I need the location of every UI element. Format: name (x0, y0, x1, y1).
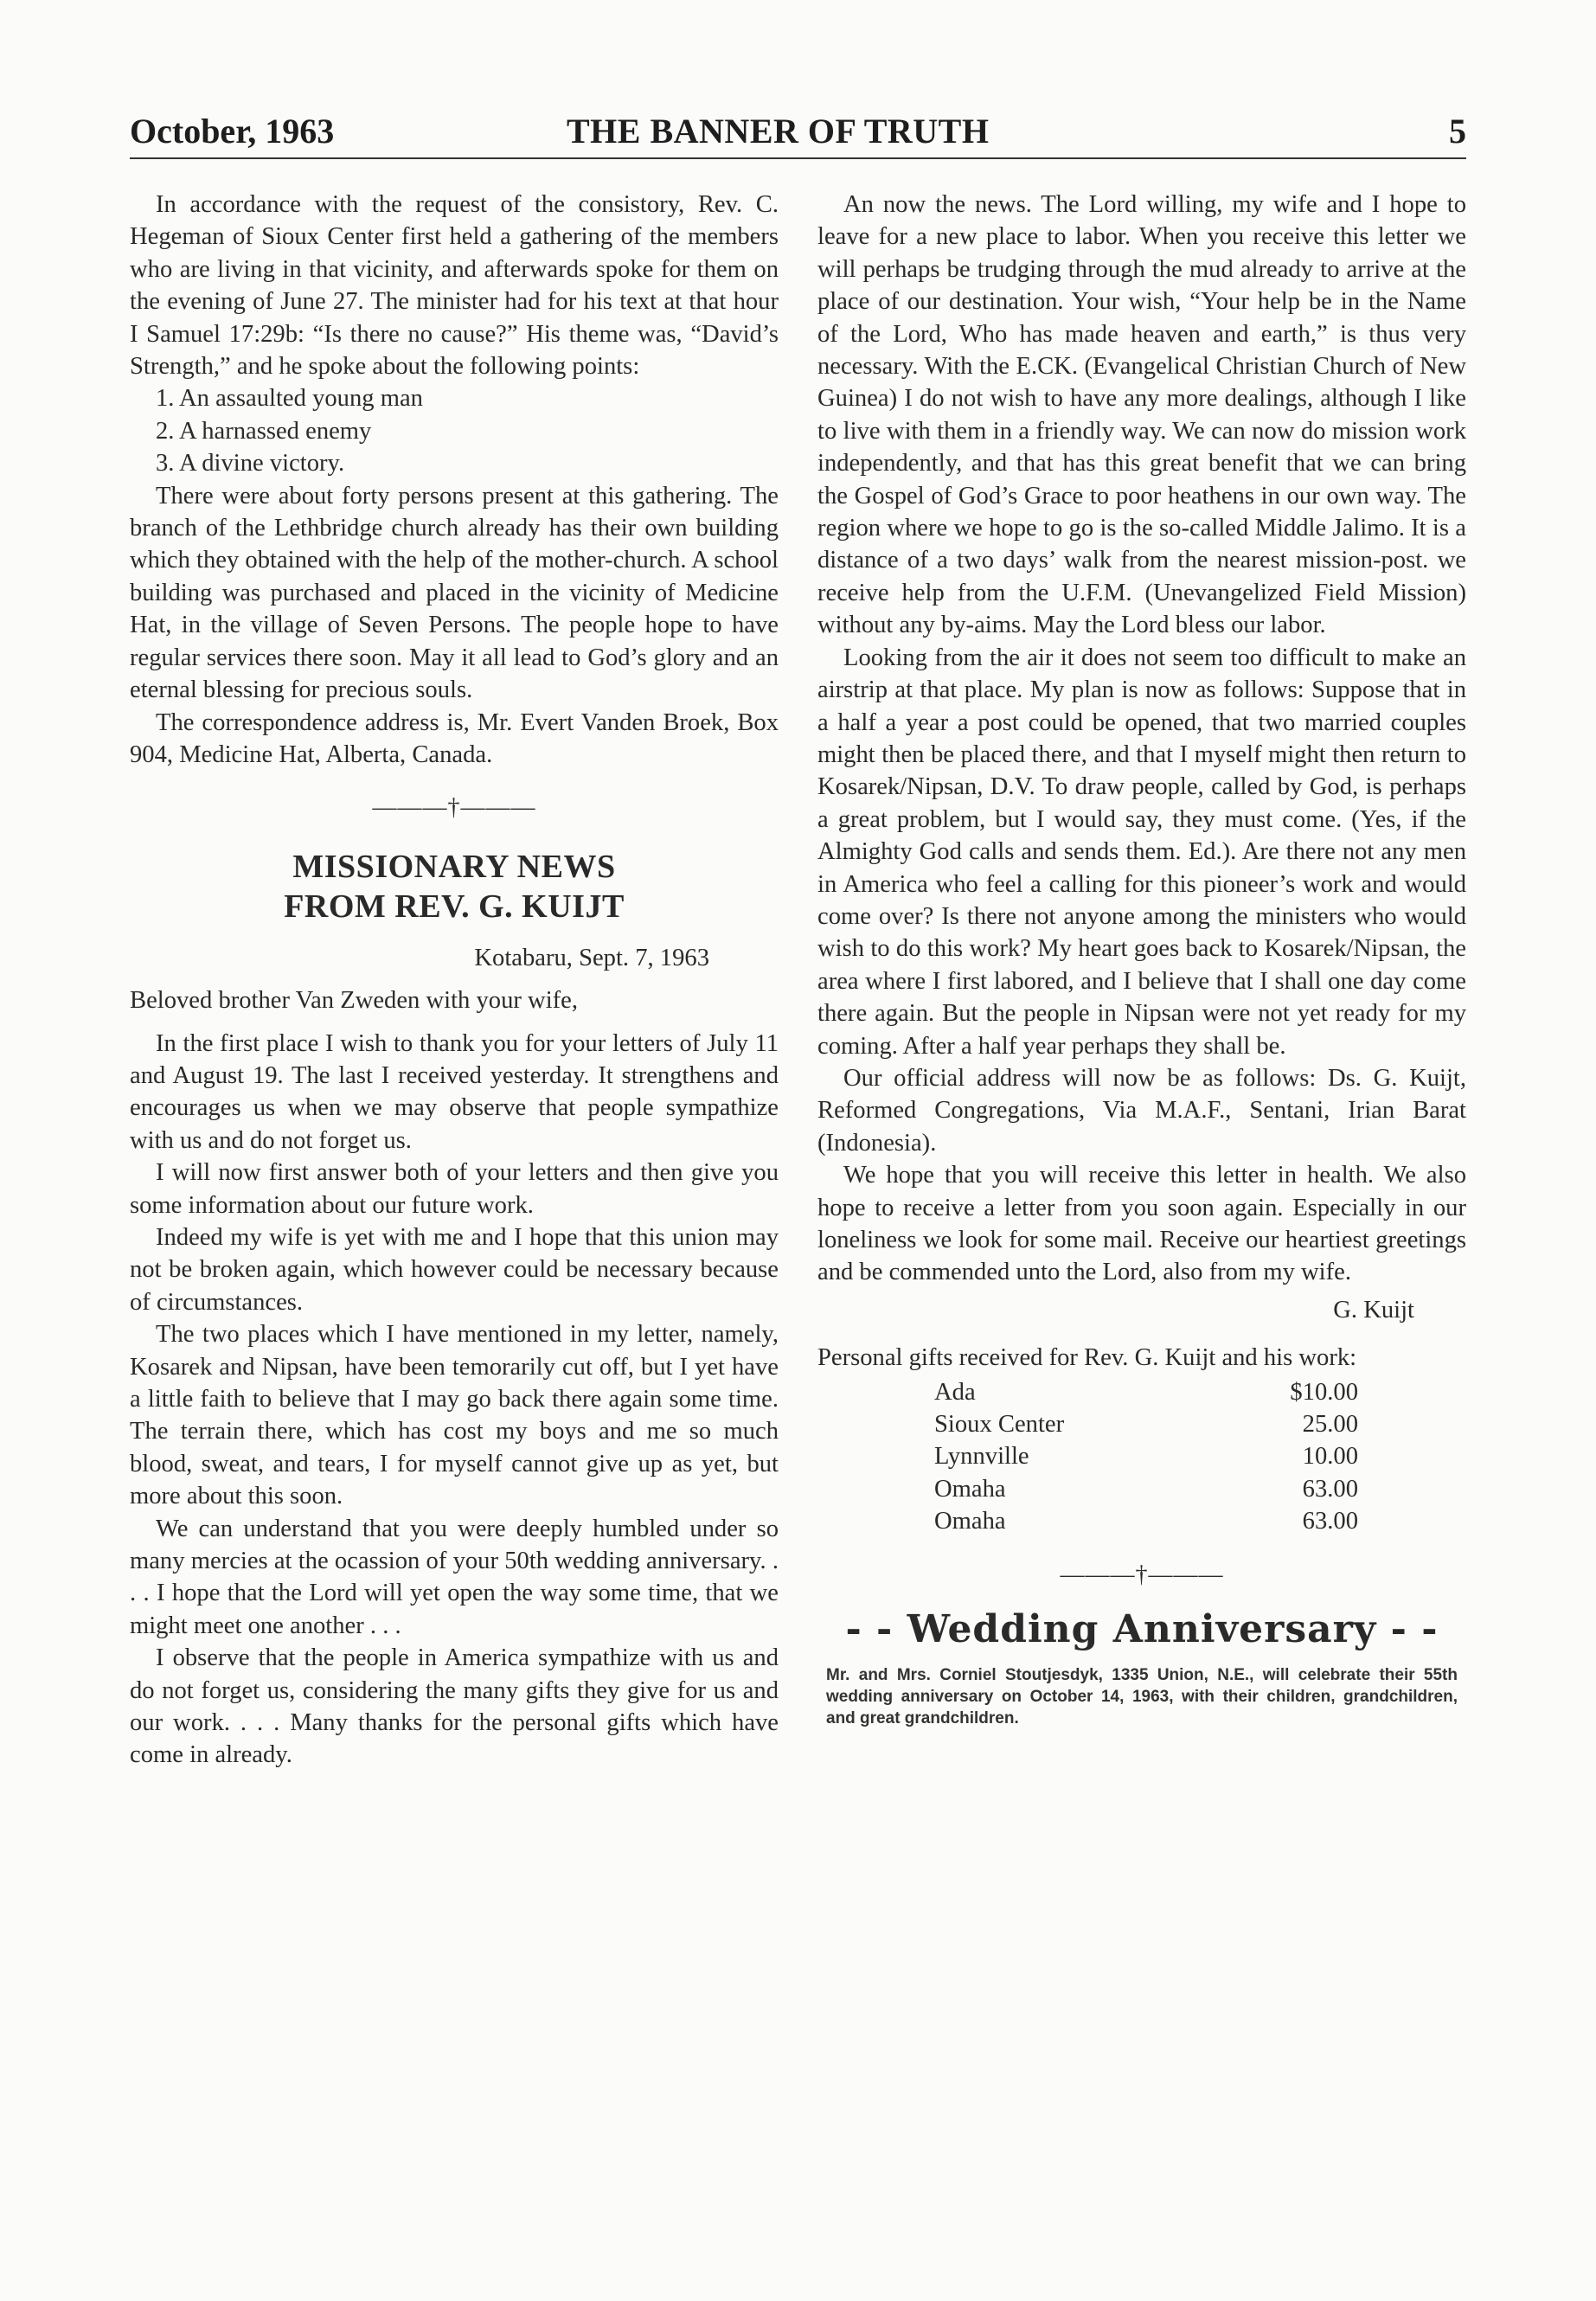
letter-dateline: Kotabaru, Sept. 7, 1963 (474, 944, 709, 971)
publication-title: THE BANNER OF TRUTH (567, 112, 990, 151)
paragraph: In the first place I wish to thank you for your letters of July 11 and August 19. The last I received yesterday. It strengthens and encourages us when we may observe that people sympathize with us and do not forget us. (130, 1029, 779, 1154)
gifts-intro: Personal gifts received for Rev. G. Kuijt and his work: (817, 1344, 1357, 1372)
gift-name: Ada (934, 1378, 976, 1406)
issue-date: October, 1963 (130, 112, 335, 151)
left-column (130, 189, 779, 1772)
paragraph: Looking from the air it does not seem too difficult to make an airstrip at that place. My plan is now as follows: Suppose that in a half a year a post could be opened, that two married couples might then be placed there, and that I myself might then return to Kosarek/Nipsan, D.V. To draw people, called by God, is perhaps a great problem, but I would say, they must come. (Yes, if the Almighty God calls and sends them. Ed.). Are there not any men in America who feel a calling for this pioneer’s work and would come over? Is there not anyone among the ministers who would wish to do this work? My heart goes back to Kosarek/Nipsan, the area where I first labored, and I believe that I shall one day come there again. But the people in Nipsan were not yet ready for my coming. After a half year perhaps they shall be. (817, 644, 1466, 1060)
page-header (130, 111, 1466, 159)
section-divider: ———†——— (372, 794, 536, 822)
list-item: 1. An assaulted young man (156, 385, 423, 413)
gift-amount: 10.00 (1302, 1443, 1358, 1471)
gift-name: Sioux Center (934, 1411, 1065, 1439)
paragraph: We can understand that you were deeply humbled under so many mercies at the ocassion of your 50th wedding anniversary. . . . I hope that the Lord will yet open the way some time, that we might meet one another . . . (130, 1515, 779, 1639)
letter-salutation: Beloved brother Van Zweden with your wife, (130, 987, 578, 1015)
heading-line: MISSIONARY NEWS (292, 848, 616, 885)
paragraph: We hope that you will receive this letter in health. We also hope to receive a letter from you soon again. Especially in our loneliness we look for some mail. Receive our heartiest greetings and be commended unto the Lord, also from my wife. (817, 1162, 1466, 1286)
right-column (817, 189, 1466, 1729)
gift-row (934, 1408, 1358, 1440)
heading-line: FROM REV. G. KUIJT (284, 888, 625, 925)
paragraph: Indeed my wife is yet with me and I hope that this union may not be broken again, which however could be necessary because of circumstances. (130, 1223, 779, 1316)
gift-amount: $10.00 (1290, 1378, 1358, 1406)
gift-row (934, 1376, 1358, 1408)
paragraph: An now the news. The Lord willing, my wife and I hope to leave for a new place to labor. When you receive this letter we will perhaps be trudging through the mud already to arrive at the place of our destination. Your wish, “Your help be in the Name of the Lord, Who has made heaven and earth,” is thus very necessary. With the E.CK. (Evangelical Christian Church of New Guinea) I do not wish to have any more dealings, although I like to live with them in a friendly way. We can now do mission work independently, and that has this great benefit that we can bring the Gospel of God’s Grace to poor heathens in our own way. The region where we hope to go is the so-called Middle Jalimo. It is a distance of a two days’ walk from the nearest mission-post. we receive help from the U.F.M. (Unevangelized Field Mission) without any by-aims. May the Lord bless our labor. (817, 191, 1466, 639)
gift-amount: 25.00 (1302, 1411, 1358, 1439)
paragraph: The two places which I have mentioned in my letter, namely, Kosarek and Nipsan, have been temorarily cut off, but I yet have a little faith to believe that I may go back there again some time. The terrain there, which has cost my boys and me so much blood, sweat, and tears, I for myself cannot give up as yet, but more about this soon. (130, 1321, 779, 1510)
anniversary-notice: Mr. and Mrs. Corniel Stoutjesdyk, 1335 Union, N.E., will celebrate their 55th wedding anniversary on October 14, 1963, with their children, grandchildren, and great grandchildren. (826, 1666, 1458, 1728)
section-divider: ———†——— (1060, 1561, 1224, 1588)
paragraph: In accordance with the request of the consistory, Rev. C. Hegeman of Sioux Center first held a gathering of the members who are living in that vicinity, and afterwards spoke for them on the evening of June 27. The minister had for his text at that hour I Samuel 17:29b: “Is there no cause?” His theme was, “David’s Strength,” and he spoke about the following points: (130, 191, 779, 381)
paragraph: Our official address will now be as follows: Ds. G. Kuijt, Reformed Congregations, Via M.A.F., Sentani, Irian Barat (Indonesia). (817, 1064, 1466, 1157)
list-item: 3. A divine victory. (156, 450, 345, 478)
letter-signature: G. Kuijt (1333, 1296, 1414, 1324)
paragraph: I observe that the people in America sympathize with us and do not forget us, considering the many gifts they give for us and our work. . . . Many thanks for the personal gifts which have come in already. (130, 1644, 779, 1769)
gift-name: Omaha (934, 1475, 1006, 1503)
gifts-list (934, 1376, 1358, 1538)
paragraph: The correspondence address is, Mr. Evert Vanden Broek, Box 904, Medicine Hat, Alberta, Canada. (130, 708, 779, 768)
paragraph: There were about forty persons present at this gathering. The branch of the Lethbridge church already has their own building which they obtained with the help of the mother-church. A school building was purchased and placed in the vicinity of Medicine Hat, in the village of Seven Persons. The people hope to have regular services there soon. May it all lead to God’s glory and an eternal blessing for precious souls. (130, 482, 779, 704)
list-item: 2. A harnassed enemy (156, 417, 372, 445)
gift-amount: 63.00 (1302, 1475, 1358, 1503)
page-number: 5 (1449, 112, 1466, 151)
article-heading (130, 847, 779, 926)
anniversary-heading: - - Wedding Anniversary - - (845, 1607, 1439, 1652)
gift-name: Omaha (934, 1508, 1006, 1535)
gift-row (934, 1473, 1358, 1505)
paragraph: I will now first answer both of your letters and then give you some information about our future work. (130, 1159, 779, 1219)
gift-row (934, 1505, 1358, 1537)
gift-amount: 63.00 (1302, 1508, 1358, 1535)
gift-name: Lynnville (934, 1443, 1029, 1471)
gift-row (934, 1440, 1358, 1472)
